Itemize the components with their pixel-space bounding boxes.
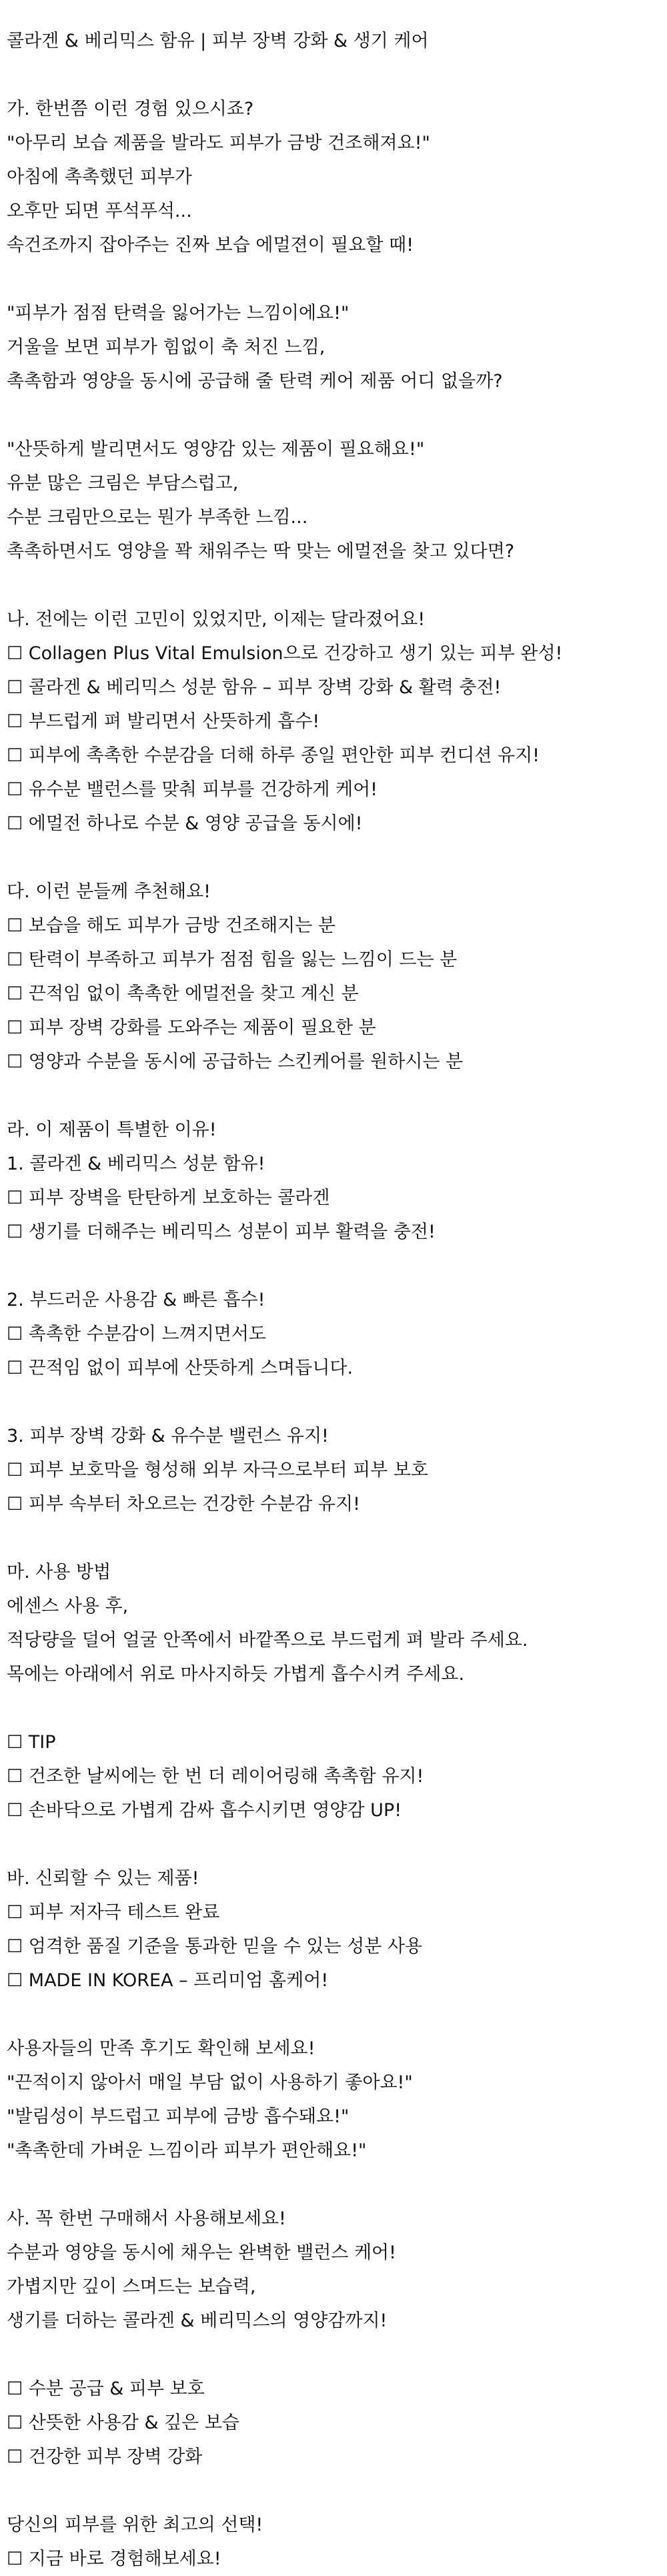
- text-line: 에센스 사용 후,: [7, 1596, 129, 1617]
- text-line: 오후만 되면 푸석푸석...: [7, 201, 192, 222]
- blank-line: [7, 398, 660, 432]
- text-line: 수분 크림만으로는 뭔가 부족한 느낌...: [7, 507, 308, 528]
- text-line: 가. 한번쯤 이런 경험 있으시죠?: [7, 99, 254, 119]
- text-line: 촉촉함과 영양을 동시에 공급해 줄 탄력 케어 제품 어디 없을까?: [7, 371, 503, 392]
- text-line: ☐ 촉촉한 수분감이 느껴지면서도: [7, 1324, 267, 1344]
- text-line: 나. 전에는 이런 고민이 있었지만, 이제는 달라졌어요!: [7, 609, 426, 630]
- blank-line: [7, 1691, 660, 1725]
- text-line: "발림성이 부드럽고 피부에 금방 흡수돼요!": [7, 2106, 350, 2127]
- blank-line: [7, 2168, 660, 2202]
- text-line: ☐ 보습을 해도 피부가 금방 건조해지는 분: [7, 915, 336, 936]
- text-line: 마. 사용 방법: [7, 1562, 111, 1583]
- text-line: 사용자들의 만족 후기도 확인해 보세요!: [7, 2038, 315, 2059]
- text-line: ☐ 피부 장벽 강화를 도와주는 제품이 필요한 분: [7, 1017, 376, 1038]
- text-line: 콜라겐 & 베리믹스 함유 | 피부 장벽 강화 & 생기 케어: [7, 31, 429, 51]
- blank-line: [7, 1385, 660, 1419]
- blank-line: [7, 1249, 660, 1283]
- text-line: "산뜻하게 발리면서도 영양감 있는 제품이 필요해요!": [7, 439, 425, 460]
- text-line: ☐ 수분 공급 & 피부 보호: [7, 2379, 205, 2399]
- blank-line: [7, 2474, 660, 2508]
- text-line: ☐ 피부 장벽을 탄탄하게 보호하는 콜라겐: [7, 1188, 330, 1208]
- text-line: 목에는 아래에서 위로 마사지하듯 가볍게 흡수시켜 주세요.: [7, 1664, 465, 1685]
- text-line: 아침에 촉촉했던 피부가: [7, 167, 192, 187]
- text-line: ☐ TIP: [7, 1732, 56, 1753]
- text-line: 적당량을 덜어 얼굴 안쪽에서 바깥쪽으로 부드럽게 펴 발라 주세요.: [7, 1630, 528, 1651]
- text-line: 라. 이 제품이 특별한 이유!: [7, 1120, 217, 1140]
- text-line: 촉촉하면서도 영양을 꽉 채워주는 딱 맞는 에멀젼을 찾고 있다면?: [7, 541, 515, 562]
- text-line: "끈적이지 않아서 매일 부담 없이 사용하기 좋아요!": [7, 2072, 413, 2093]
- text-line: ☐ 손바닥으로 가볍게 감싸 흡수시키면 영양감 UP!: [7, 1800, 402, 1821]
- blank-line: [7, 1521, 660, 1555]
- text-line: 가볍지만 깊이 스며드는 보습력,: [7, 2276, 256, 2297]
- text-line: 3. 피부 장벽 강화 & 유수분 밸런스 유지!: [7, 1426, 329, 1446]
- text-line: 1. 콜라겐 & 베리믹스 성분 함유!: [7, 1154, 265, 1174]
- text-line: ☐ Collagen Plus Vital Emulsion으로 건강하고 생기 있는 피부 완성!: [7, 643, 563, 664]
- text-line: ☐ MADE IN KOREA – 프리미엄 홈케어!: [7, 1970, 329, 1991]
- blank-line: [7, 58, 660, 92]
- text-line: ☐ 탄력이 부족하고 피부가 점점 힘을 잃는 느낌이 드는 분: [7, 949, 458, 970]
- text-line: ☐ 엄격한 품질 기준을 통과한 믿을 수 있는 성분 사용: [7, 1936, 423, 1957]
- document-body: [7, 24, 660, 2576]
- text-line: 생기를 더하는 콜라겐 & 베리믹스의 영양감까지!: [7, 2310, 388, 2331]
- text-line: 속건조까지 잡아주는 진짜 보습 에멀젼이 필요할 때!: [7, 235, 414, 256]
- text-line: ☐ 산뜻한 사용감 & 깊은 보습: [7, 2413, 239, 2433]
- text-line: ☐ 피부에 촉촉한 수분감을 더해 하루 종일 편안한 피부 컨디션 유지!: [7, 745, 540, 766]
- text-line: 유분 많은 크림은 부담스럽고,: [7, 473, 239, 494]
- text-line: "촉촉한데 가벼운 느낌이라 피부가 편안해요!": [7, 2140, 367, 2161]
- text-line: ☐ 유수분 밸런스를 맞춰 피부를 건강하게 케어!: [7, 779, 378, 800]
- text-line: 거울을 보면 피부가 힘없이 축 처진 느낌,: [7, 337, 325, 358]
- text-line: 바. 신뢰할 수 있는 제품!: [7, 1868, 199, 1889]
- blank-line: [7, 841, 660, 875]
- blank-line: [7, 2338, 660, 2372]
- text-line: 다. 이런 분들께 추천해요!: [7, 881, 211, 902]
- text-line: ☐ 콜라겐 & 베리믹스 성분 함유 – 피부 장벽 강화 & 활력 충전!: [7, 677, 502, 698]
- text-line: 당신의 피부를 위한 최고의 선택!: [7, 2515, 263, 2535]
- text-line: ☐ 피부 저자극 테스트 완료: [7, 1902, 220, 1923]
- blank-line: [7, 568, 660, 602]
- text-line: ☐ 에멀전 하나로 수분 & 영양 공급을 동시에!: [7, 813, 363, 834]
- text-line: ☐ 건조한 날씨에는 한 번 더 레이어링해 촉촉함 유지!: [7, 1766, 424, 1787]
- text-line: ☐ 끈적임 없이 피부에 산뜻하게 스며듭니다.: [7, 1358, 354, 1378]
- blank-line: [7, 1998, 660, 2032]
- text-line: ☐ 피부 보호막을 형성해 외부 자극으로부터 피부 보호: [7, 1460, 429, 1480]
- text-line: ☐ 생기를 더해주는 베리믹스 성분이 피부 활력을 충전!: [7, 1222, 436, 1242]
- blank-line: [7, 1827, 660, 1861]
- text-line: "피부가 점점 탄력을 잃어가는 느낌이에요!": [7, 303, 350, 324]
- text-line: "아무리 보습 제품을 발라도 피부가 금방 건조해져요!": [7, 133, 430, 153]
- blank-line: [7, 1079, 660, 1113]
- blank-line: [7, 262, 660, 296]
- text-line: ☐ 지금 바로 경험해보세요!: [7, 2549, 221, 2569]
- text-line: ☐ 부드럽게 펴 발리면서 산뜻하게 흡수!: [7, 711, 320, 732]
- text-line: ☐ 피부 속부터 차오르는 건강한 수분감 유지!: [7, 1494, 360, 1515]
- text-line: 2. 부드러운 사용감 & 빠른 흡수!: [7, 1290, 265, 1310]
- text-line: ☐ 끈적임 없이 촉촉한 에멀전을 찾고 계신 분: [7, 983, 359, 1004]
- text-line: 수분과 영양을 동시에 채우는 완벽한 밸런스 케어!: [7, 2242, 396, 2263]
- text-line: 사. 꼭 한번 구매해서 사용해보세요!: [7, 2208, 286, 2229]
- text-line: ☐ 건강한 피부 장벽 강화: [7, 2447, 203, 2467]
- text-line: ☐ 영양과 수분을 동시에 공급하는 스킨케어를 원하시는 분: [7, 1051, 464, 1072]
